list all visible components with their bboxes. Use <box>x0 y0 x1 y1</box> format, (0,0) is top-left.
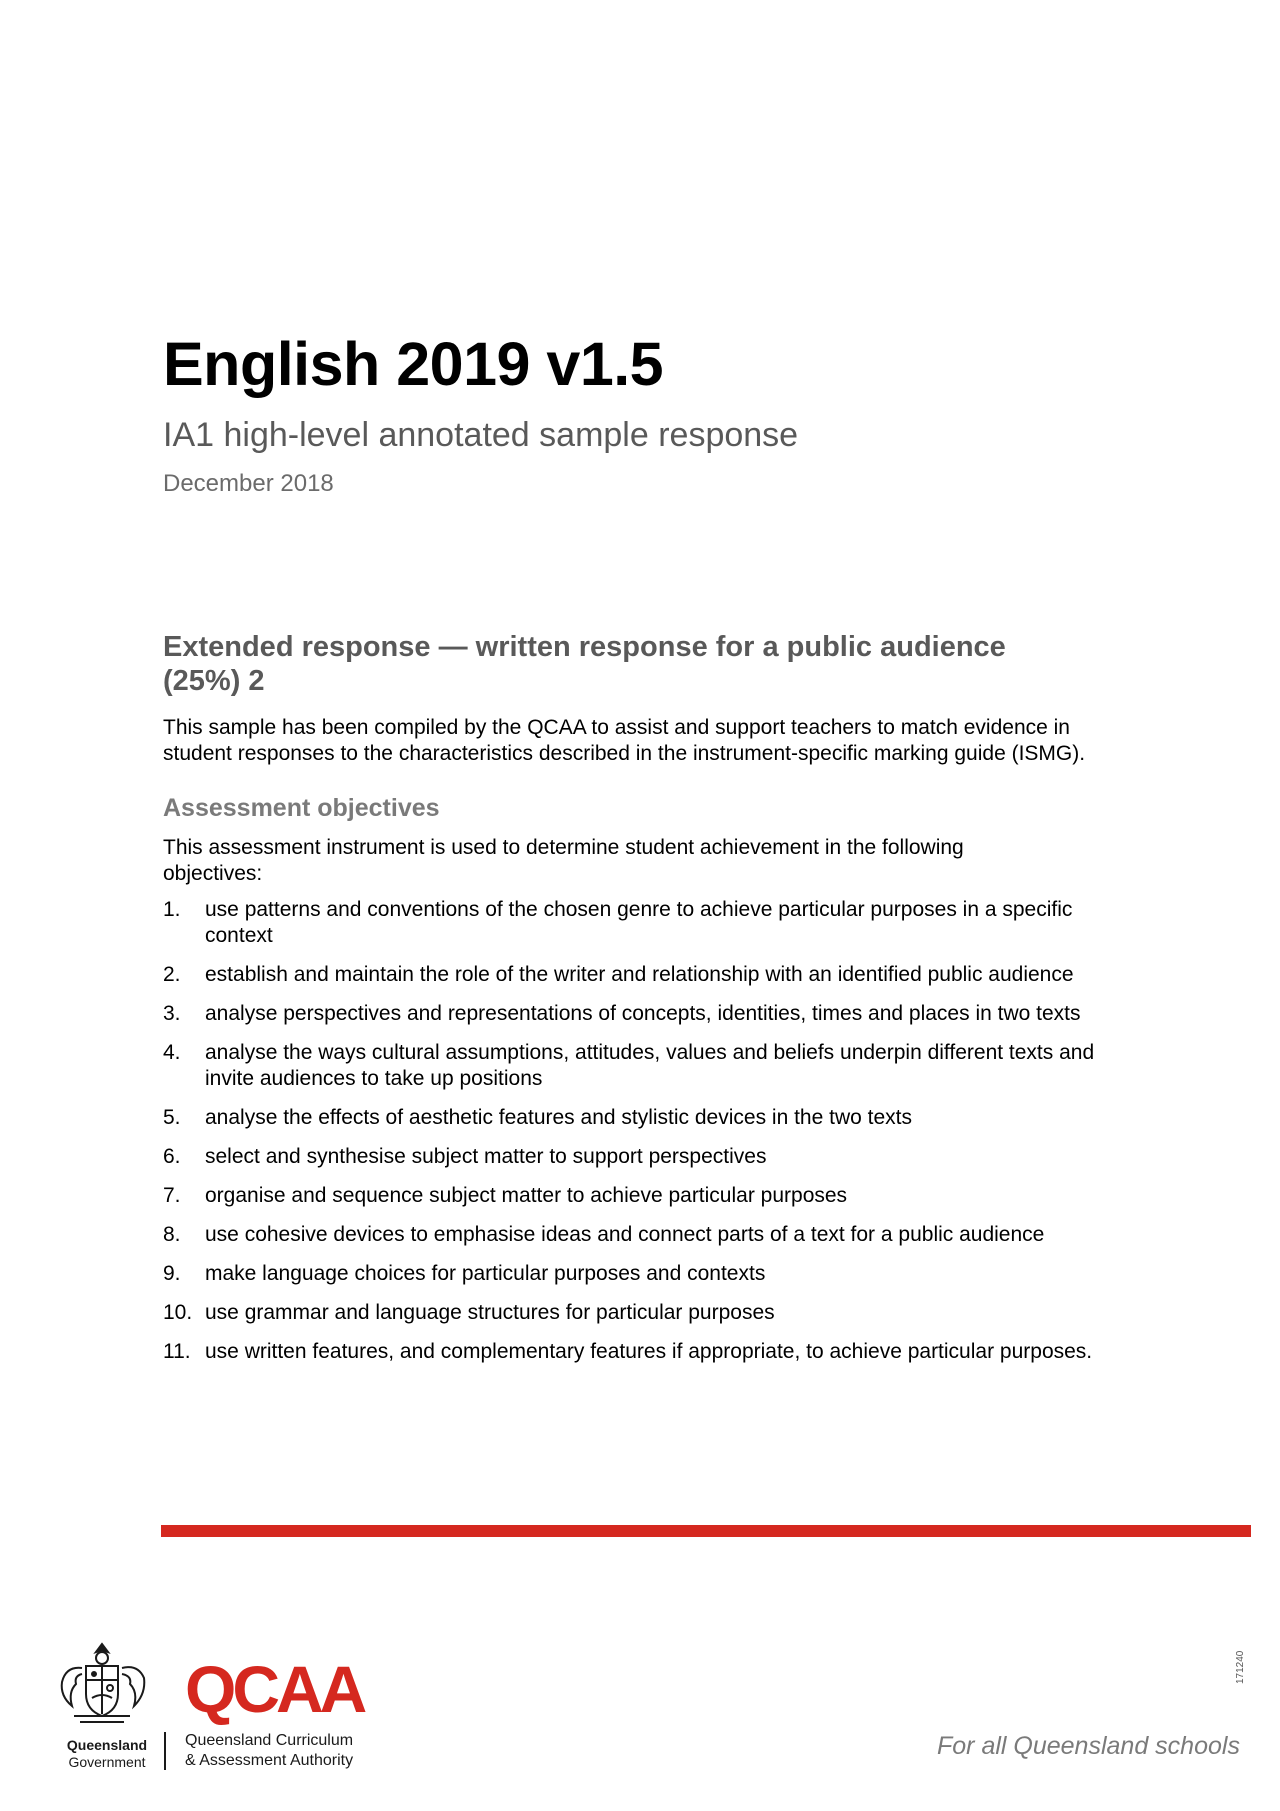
objective-number: 8. <box>163 1223 181 1246</box>
qcaa-name-line2: & Assessment Authority <box>185 1752 354 1769</box>
objective-item <box>163 962 1123 988</box>
objective-item <box>163 1222 1123 1248</box>
objective-number: 10. <box>163 1301 193 1324</box>
objective-item <box>163 1339 1123 1365</box>
objectives-list <box>163 897 1123 1365</box>
footer-logos <box>52 1636 392 1770</box>
objective-text: analyse perspectives and representations of concepts, identities, times and places in two texts <box>205 1002 1081 1025</box>
objective-text: analyse the ways cultural assumptions, attitudes, values and beliefs underpin different texts and invite audiences to take up positions <box>205 1041 1095 1090</box>
objective-number: 3. <box>163 1002 181 1025</box>
qcaa-full-name <box>185 1731 405 1771</box>
objective-item <box>163 1144 1123 1170</box>
objective-text: use grammar and language structures for particular purposes <box>205 1301 775 1324</box>
document-code: 171240 <box>1235 1650 1246 1684</box>
objective-text: select and synthesise subject matter to support perspectives <box>205 1145 767 1168</box>
objective-item <box>163 1261 1123 1287</box>
footer-tagline: For all Queensland schools <box>937 1732 1240 1760</box>
qgov-line1: Queensland <box>66 1737 148 1753</box>
objective-number: 6. <box>163 1145 181 1168</box>
assessment-section <box>163 630 1123 1378</box>
objectives-heading: Assessment objectives <box>163 794 440 822</box>
objective-text: use patterns and conventions of the chosen genre to achieve particular purposes in a specific context <box>205 898 1073 947</box>
queensland-government-wordmark <box>52 1737 162 1771</box>
objective-item <box>163 1300 1123 1326</box>
document-title: English 2019 v1.5 <box>163 330 664 398</box>
objective-item <box>163 1001 1123 1027</box>
objective-item <box>163 897 1123 949</box>
objective-item <box>163 1040 1123 1092</box>
objective-number: 7. <box>163 1184 181 1207</box>
qcaa-logo: QCAA <box>185 1652 364 1726</box>
document-subtitle: IA1 high-level annotated sample response <box>163 416 799 454</box>
objective-number: 1. <box>163 898 181 921</box>
objective-text: use written features, and complementary features if appropriate, to achieve particular purposes. <box>205 1340 1093 1363</box>
qcaa-name-line1: Queensland Curriculum <box>185 1732 354 1749</box>
objective-item <box>163 1105 1123 1131</box>
footer-divider-rule <box>161 1525 1251 1537</box>
objective-number: 11. <box>163 1340 191 1363</box>
section-heading: Extended response — written response for a public audience (25%) 2 <box>163 631 1006 697</box>
objective-text: analyse the effects of aesthetic features and stylistic devices in the two texts <box>205 1106 912 1129</box>
qgov-line2: Government <box>68 1754 146 1770</box>
objectives-lead: This assessment instrument is used to determine student achievement in the following objectives: <box>163 836 964 885</box>
document-date: December 2018 <box>163 470 334 497</box>
objective-number: 4. <box>163 1041 181 1064</box>
objective-text: use cohesive devices to emphasise ideas and connect parts of a text for a public audience <box>205 1223 1045 1246</box>
objective-text: establish and maintain the role of the writer and relationship with an identified public audience <box>205 963 1074 986</box>
objective-number: 2. <box>163 963 181 986</box>
queensland-coat-of-arms-icon <box>52 1636 152 1732</box>
objective-item <box>163 1183 1123 1209</box>
objective-text: organise and sequence subject matter to achieve particular purposes <box>205 1184 848 1207</box>
objective-number: 9. <box>163 1262 181 1285</box>
logo-divider <box>164 1732 166 1770</box>
objective-number: 5. <box>163 1106 181 1129</box>
section-intro: This sample has been compiled by the QCAA to assist and support teachers to match evidence in student responses to the characteristics described in the instrument-specific marking guide (ISMG). <box>163 716 1086 765</box>
objective-text: make language choices for particular purposes and contexts <box>205 1262 766 1285</box>
